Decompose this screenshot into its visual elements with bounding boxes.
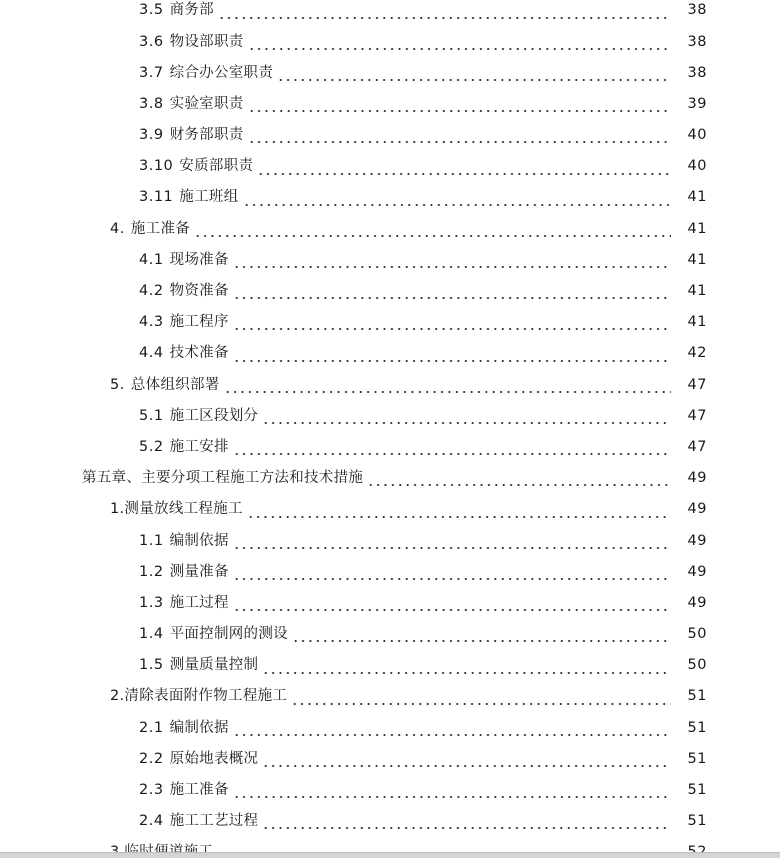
toc-entry[interactable] bbox=[0, 619, 780, 650]
toc-entry-page-number: 41 bbox=[687, 220, 707, 237]
toc-entry-number: 2.2 bbox=[139, 750, 164, 767]
toc-entry[interactable] bbox=[0, 26, 780, 57]
dot-leader bbox=[243, 193, 672, 207]
toc-entry-title: 物资准备 bbox=[169, 283, 229, 300]
dot-leader bbox=[233, 785, 671, 799]
toc-entry-number: 4. bbox=[110, 220, 125, 237]
dot-leader bbox=[291, 692, 671, 706]
toc-entry-title: 测量准备 bbox=[169, 563, 229, 580]
dot-leader bbox=[247, 505, 671, 519]
toc-entry-page-number: 41 bbox=[687, 283, 707, 300]
toc-entry-number: 1.3 bbox=[139, 594, 164, 611]
toc-entry[interactable] bbox=[0, 712, 780, 743]
toc-entry[interactable] bbox=[0, 57, 780, 88]
toc-entry-title: 财务部职责 bbox=[169, 127, 244, 144]
dot-leader bbox=[233, 536, 671, 550]
dot-leader bbox=[292, 629, 671, 643]
toc-entry-number: 1.5 bbox=[139, 657, 164, 674]
toc-entry[interactable] bbox=[0, 369, 780, 400]
toc-entry[interactable] bbox=[0, 400, 780, 431]
toc-entry-title: 测量质量控制 bbox=[169, 657, 259, 674]
toc-entry[interactable] bbox=[0, 245, 780, 276]
toc-entry-page-number: 41 bbox=[687, 189, 707, 206]
dot-leader bbox=[233, 723, 671, 737]
toc-entry[interactable] bbox=[0, 650, 780, 681]
toc-entry-title: 商务部 bbox=[169, 2, 214, 19]
toc-entry[interactable] bbox=[0, 432, 780, 463]
dot-leader bbox=[367, 473, 671, 487]
toc-entry[interactable] bbox=[0, 276, 780, 307]
toc-entry-number: 3.11 bbox=[139, 189, 174, 206]
toc-entry-number: 2.3 bbox=[139, 782, 164, 799]
toc-entry-page-number: 40 bbox=[687, 158, 707, 175]
toc-entry-number: 3.6 bbox=[139, 33, 164, 50]
toc-entry-page-number: 38 bbox=[687, 2, 707, 19]
toc-entry-number: 3.10 bbox=[139, 158, 174, 175]
toc-entry-page-number: 49 bbox=[687, 501, 707, 518]
toc-entry-number: 4.4 bbox=[139, 345, 164, 362]
toc-entry[interactable] bbox=[0, 744, 780, 775]
toc-entry-page-number: 51 bbox=[687, 688, 707, 705]
dot-leader bbox=[262, 411, 671, 425]
toc-entry-title: 综合办公室职责 bbox=[169, 64, 274, 81]
toc-entry-title: 施工准备 bbox=[130, 220, 191, 237]
toc-entry[interactable] bbox=[0, 338, 780, 369]
toc-entry-title: 技术准备 bbox=[169, 345, 229, 362]
dot-leader bbox=[218, 6, 671, 20]
toc-entry-page-number: 42 bbox=[687, 345, 707, 362]
toc-entry-title: 实验室职责 bbox=[169, 95, 244, 112]
toc-entry-page-number: 49 bbox=[687, 563, 707, 580]
window-bottom-edge bbox=[0, 852, 780, 858]
toc-entry-page-number: 41 bbox=[687, 251, 707, 268]
toc-entry[interactable] bbox=[0, 151, 780, 182]
toc-entry[interactable] bbox=[0, 806, 780, 837]
toc-entry[interactable] bbox=[0, 494, 780, 525]
toc-entry-number: 1.4 bbox=[139, 626, 164, 643]
toc-entry-title: 施工班组 bbox=[179, 189, 239, 206]
toc-entry-page-number: 39 bbox=[687, 95, 707, 112]
toc-entry[interactable] bbox=[0, 463, 780, 494]
dot-leader bbox=[248, 130, 671, 144]
dot-leader bbox=[233, 598, 671, 612]
toc-entry-title: 施工工艺过程 bbox=[169, 813, 259, 830]
dot-leader bbox=[194, 224, 671, 238]
toc-entry-page-number: 50 bbox=[687, 626, 707, 643]
toc-entry-number: 3.7 bbox=[139, 64, 164, 81]
toc-entry-page-number: 38 bbox=[687, 33, 707, 50]
toc-entry-page-number: 40 bbox=[687, 127, 707, 144]
toc-entry-number: 1.2 bbox=[139, 563, 164, 580]
toc-entry-title: 施工过程 bbox=[169, 594, 229, 611]
toc-entry-number: 2.4 bbox=[139, 813, 164, 830]
toc-entry-title: 施工区段划分 bbox=[169, 407, 259, 424]
toc-entry-title: 施工准备 bbox=[169, 782, 229, 799]
toc-entry-title: 现场准备 bbox=[169, 251, 229, 268]
toc-entry-title: 施工安排 bbox=[169, 438, 229, 455]
toc-entry-page-number: 41 bbox=[687, 314, 707, 331]
toc-entry[interactable] bbox=[0, 556, 780, 587]
toc-entry[interactable] bbox=[0, 0, 780, 26]
toc-entry-page-number: 49 bbox=[687, 470, 707, 487]
dot-leader bbox=[233, 567, 671, 581]
dot-leader bbox=[224, 380, 671, 394]
dot-leader bbox=[248, 37, 671, 51]
toc-entry-number: 5. bbox=[110, 376, 125, 393]
toc-entry[interactable] bbox=[0, 681, 780, 712]
toc-entry[interactable] bbox=[0, 525, 780, 556]
toc-entry-page-number: 50 bbox=[687, 657, 707, 674]
toc-entry[interactable] bbox=[0, 775, 780, 806]
toc-entry-title: 第五章、主要分项工程施工方法和技术措施 bbox=[82, 470, 364, 487]
dot-leader bbox=[262, 754, 671, 768]
toc-entry-number: 1.1 bbox=[139, 532, 164, 549]
dot-leader bbox=[262, 661, 671, 675]
toc-entry-number: 3.8 bbox=[139, 95, 164, 112]
toc-entry-number: 2.1 bbox=[139, 719, 164, 736]
toc-entry-number: 4.3 bbox=[139, 314, 164, 331]
toc-entry-page-number: 38 bbox=[687, 64, 707, 81]
toc-entry[interactable] bbox=[0, 120, 780, 151]
dot-leader bbox=[233, 349, 671, 363]
toc-entry[interactable] bbox=[0, 89, 780, 120]
toc-entry-title: 平面控制网的测设 bbox=[169, 626, 288, 643]
toc-entry-page-number: 51 bbox=[687, 782, 707, 799]
toc-entry-page-number: 51 bbox=[687, 750, 707, 767]
toc-entry-title: 编制依据 bbox=[169, 532, 229, 549]
toc-entry[interactable] bbox=[0, 307, 780, 338]
toc-entry[interactable] bbox=[0, 182, 780, 213]
toc-entry-page-number: 47 bbox=[687, 376, 707, 393]
toc-entry-page-number: 47 bbox=[687, 407, 707, 424]
dot-leader bbox=[233, 286, 671, 300]
dot-leader bbox=[233, 442, 671, 456]
toc-entry-page-number: 51 bbox=[687, 719, 707, 736]
toc-entry-number: 3.5 bbox=[139, 2, 164, 19]
toc-entry-title: 总体组织部署 bbox=[130, 376, 220, 393]
dot-leader bbox=[262, 816, 671, 830]
toc-entry-page-number: 49 bbox=[687, 594, 707, 611]
toc-entry-page-number: 47 bbox=[687, 438, 707, 455]
toc-entry-title: 原始地表概况 bbox=[169, 750, 259, 767]
toc-entry-title: 施工程序 bbox=[169, 314, 229, 331]
dot-leader bbox=[277, 68, 671, 82]
toc-entry-page-number: 51 bbox=[687, 813, 707, 830]
toc-entry-number: 4.1 bbox=[139, 251, 164, 268]
toc-entry-page-number: 49 bbox=[687, 532, 707, 549]
toc-entry-number: 5.1 bbox=[139, 407, 164, 424]
dot-leader bbox=[233, 317, 671, 331]
dot-leader bbox=[257, 162, 671, 176]
dot-leader bbox=[248, 99, 671, 113]
toc-entry-title: 2.清除表面附作物工程施工 bbox=[110, 688, 288, 705]
toc-entry-title: 安质部职责 bbox=[179, 158, 254, 175]
toc-entry-number: 3.9 bbox=[139, 127, 164, 144]
toc-entry[interactable] bbox=[0, 588, 780, 619]
dot-leader bbox=[233, 255, 671, 269]
toc-entry-title: 编制依据 bbox=[169, 719, 229, 736]
toc-entry-title: 物设部职责 bbox=[169, 33, 244, 50]
toc-entry[interactable] bbox=[0, 213, 780, 244]
toc-entry-number: 5.2 bbox=[139, 438, 164, 455]
toc-entry-number: 4.2 bbox=[139, 283, 164, 300]
toc-entry-title: 1.测量放线工程施工 bbox=[110, 501, 243, 518]
